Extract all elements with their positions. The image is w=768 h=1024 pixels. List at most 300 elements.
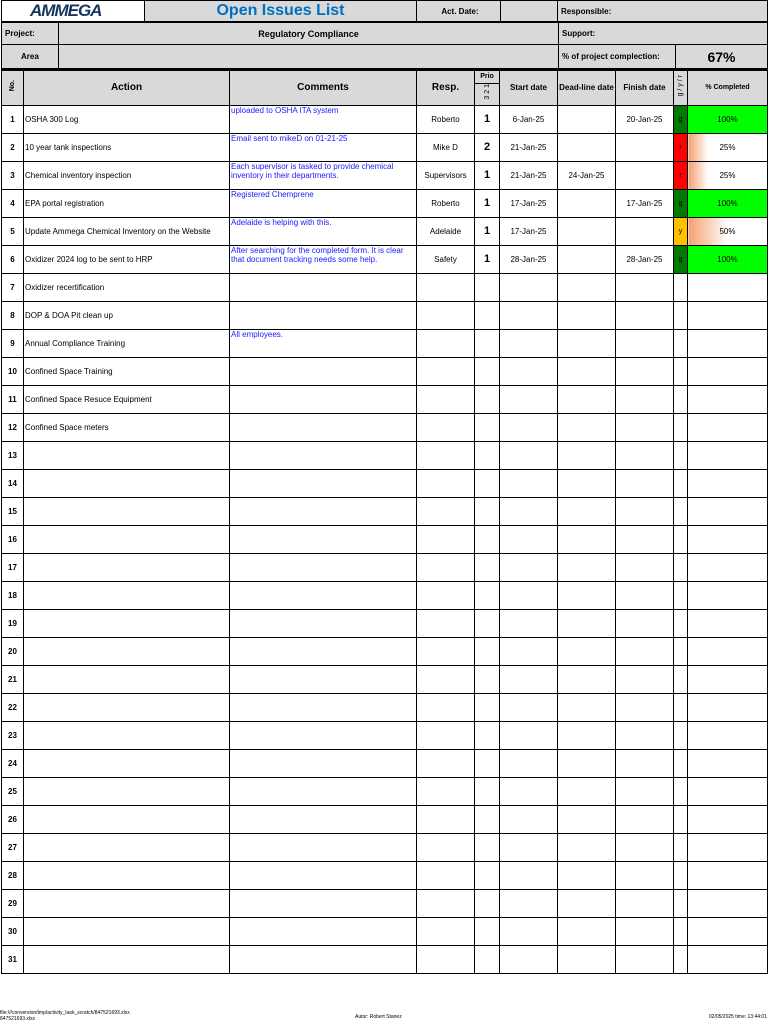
row-finish-date[interactable] [616,525,674,553]
row-action[interactable] [24,609,230,637]
row-prio[interactable] [475,441,500,469]
row-start-date[interactable] [500,329,558,357]
row-completed[interactable] [688,413,768,441]
row-completed[interactable] [688,273,768,301]
row-status[interactable] [674,665,688,693]
row-action[interactable] [24,665,230,693]
row-start-date[interactable]: 17-Jan-25 [500,217,558,245]
row-resp[interactable] [417,945,475,973]
row-action[interactable]: Oxidizer recertification [24,273,230,301]
row-resp[interactable]: Roberto [417,105,475,133]
row-resp[interactable] [417,609,475,637]
row-finish-date[interactable] [616,385,674,413]
row-number[interactable]: 31 [2,945,24,973]
issue-row[interactable] [2,469,768,497]
row-prio[interactable] [475,777,500,805]
row-deadline-date[interactable] [558,917,616,945]
row-number[interactable]: 29 [2,889,24,917]
row-finish-date[interactable] [616,749,674,777]
row-finish-date[interactable] [616,301,674,329]
row-deadline-date[interactable] [558,581,616,609]
row-completed[interactable]: 100% [688,189,768,217]
row-prio[interactable] [475,693,500,721]
issue-row[interactable] [2,917,768,945]
row-prio[interactable] [475,833,500,861]
row-status[interactable] [674,721,688,749]
row-action[interactable]: Oxidizer 2024 log to be sent to HRP [24,245,230,273]
row-resp[interactable]: Supervisors [417,161,475,189]
row-number[interactable]: 24 [2,749,24,777]
row-resp[interactable] [417,693,475,721]
row-comment[interactable] [230,301,417,329]
row-start-date[interactable] [500,805,558,833]
row-comment[interactable]: All employees. [230,329,417,357]
row-status[interactable] [674,385,688,413]
row-number[interactable]: 3 [2,161,24,189]
row-start-date[interactable] [500,581,558,609]
row-comment[interactable] [230,693,417,721]
row-status[interactable]: y [674,217,688,245]
row-finish-date[interactable]: 20-Jan-25 [616,105,674,133]
row-deadline-date[interactable] [558,945,616,973]
row-prio[interactable]: 1 [475,189,500,217]
row-finish-date[interactable] [616,161,674,189]
area-field[interactable] [59,45,559,69]
row-number[interactable]: 6 [2,245,24,273]
row-resp[interactable] [417,329,475,357]
issue-row[interactable] [2,441,768,469]
row-prio[interactable]: 2 [475,133,500,161]
row-comment[interactable] [230,525,417,553]
row-number[interactable]: 28 [2,861,24,889]
row-prio[interactable]: 1 [475,245,500,273]
row-number[interactable]: 18 [2,581,24,609]
row-status[interactable] [674,469,688,497]
row-start-date[interactable] [500,273,558,301]
row-number[interactable]: 1 [2,105,24,133]
row-comment[interactable] [230,441,417,469]
row-comment[interactable] [230,917,417,945]
row-completed[interactable] [688,637,768,665]
row-status[interactable] [674,833,688,861]
row-completed[interactable] [688,833,768,861]
row-completed[interactable] [688,469,768,497]
row-prio[interactable] [475,581,500,609]
row-start-date[interactable] [500,609,558,637]
row-start-date[interactable] [500,833,558,861]
row-finish-date[interactable] [616,637,674,665]
row-status[interactable] [674,917,688,945]
row-status[interactable] [674,945,688,973]
row-comment[interactable] [230,889,417,917]
row-action[interactable]: Annual Compliance Training [24,329,230,357]
row-prio[interactable] [475,749,500,777]
row-start-date[interactable] [500,693,558,721]
row-status[interactable] [674,329,688,357]
row-status[interactable] [674,581,688,609]
row-start-date[interactable]: 21-Jan-25 [500,133,558,161]
issue-row[interactable] [2,861,768,889]
row-start-date[interactable] [500,385,558,413]
row-prio[interactable] [475,945,500,973]
issue-row[interactable] [2,889,768,917]
row-completed[interactable]: 25% [688,133,768,161]
row-resp[interactable] [417,553,475,581]
row-number[interactable]: 23 [2,721,24,749]
issue-row[interactable] [2,133,768,161]
row-finish-date[interactable]: 28-Jan-25 [616,245,674,273]
row-action[interactable] [24,581,230,609]
row-finish-date[interactable] [616,413,674,441]
row-finish-date[interactable] [616,357,674,385]
row-resp[interactable] [417,889,475,917]
row-action[interactable] [24,553,230,581]
row-deadline-date[interactable] [558,497,616,525]
row-deadline-date[interactable] [558,245,616,273]
row-deadline-date[interactable] [558,273,616,301]
row-finish-date[interactable] [616,469,674,497]
row-action[interactable] [24,917,230,945]
row-prio[interactable] [475,273,500,301]
row-finish-date[interactable] [616,217,674,245]
row-start-date[interactable]: 28-Jan-25 [500,245,558,273]
row-finish-date[interactable] [616,945,674,973]
row-deadline-date[interactable] [558,329,616,357]
row-number[interactable]: 7 [2,273,24,301]
issue-row[interactable] [2,805,768,833]
row-comment[interactable] [230,413,417,441]
row-start-date[interactable] [500,441,558,469]
row-resp[interactable]: Adelaide [417,217,475,245]
row-status[interactable]: r [674,161,688,189]
row-completed[interactable] [688,749,768,777]
row-finish-date[interactable] [616,721,674,749]
row-action[interactable] [24,497,230,525]
row-resp[interactable] [417,581,475,609]
row-resp[interactable] [417,777,475,805]
row-start-date[interactable] [500,469,558,497]
row-status[interactable] [674,301,688,329]
row-deadline-date[interactable]: 24-Jan-25 [558,161,616,189]
issue-row[interactable] [2,497,768,525]
row-resp[interactable] [417,385,475,413]
row-prio[interactable] [475,721,500,749]
row-prio[interactable]: 1 [475,161,500,189]
row-resp[interactable] [417,833,475,861]
row-deadline-date[interactable] [558,665,616,693]
issue-row[interactable] [2,833,768,861]
row-number[interactable]: 20 [2,637,24,665]
row-status[interactable] [674,553,688,581]
row-finish-date[interactable] [616,553,674,581]
row-number[interactable]: 11 [2,385,24,413]
row-number[interactable]: 8 [2,301,24,329]
row-resp[interactable] [417,413,475,441]
row-deadline-date[interactable] [558,833,616,861]
row-completed[interactable] [688,609,768,637]
row-number[interactable]: 21 [2,665,24,693]
row-action[interactable]: Confined Space Resuce Equipment [24,385,230,413]
row-start-date[interactable] [500,553,558,581]
row-action[interactable] [24,945,230,973]
row-completed[interactable] [688,441,768,469]
row-deadline-date[interactable] [558,189,616,217]
row-number[interactable]: 12 [2,413,24,441]
row-resp[interactable] [417,469,475,497]
row-finish-date[interactable] [616,581,674,609]
row-finish-date[interactable] [616,497,674,525]
row-resp[interactable] [417,525,475,553]
row-completed[interactable] [688,721,768,749]
row-completed[interactable] [688,665,768,693]
row-prio[interactable]: 1 [475,217,500,245]
row-deadline-date[interactable] [558,749,616,777]
row-number[interactable]: 27 [2,833,24,861]
row-status[interactable] [674,889,688,917]
row-start-date[interactable] [500,721,558,749]
row-deadline-date[interactable] [558,693,616,721]
row-finish-date[interactable] [616,665,674,693]
row-completed[interactable] [688,525,768,553]
row-prio[interactable] [475,469,500,497]
row-comment[interactable]: Registered Chemprene [230,189,417,217]
row-number[interactable]: 10 [2,357,24,385]
row-action[interactable]: Update Ammega Chemical Inventory on the Website [24,217,230,245]
row-prio[interactable] [475,497,500,525]
row-start-date[interactable] [500,497,558,525]
row-action[interactable] [24,861,230,889]
row-status[interactable]: g [674,105,688,133]
row-comment[interactable] [230,469,417,497]
row-action[interactable] [24,805,230,833]
row-resp[interactable] [417,497,475,525]
row-finish-date[interactable] [616,889,674,917]
row-number[interactable]: 25 [2,777,24,805]
row-start-date[interactable] [500,637,558,665]
row-comment[interactable] [230,721,417,749]
issue-row[interactable] [2,721,768,749]
row-status[interactable] [674,777,688,805]
row-resp[interactable] [417,749,475,777]
row-comment[interactable]: After searching for the completed form. It is clear that document tracking needs some help. [230,245,417,273]
row-completed[interactable] [688,357,768,385]
row-comment[interactable] [230,833,417,861]
row-number[interactable]: 30 [2,917,24,945]
act-date-field[interactable] [501,1,558,22]
issue-row[interactable] [2,413,768,441]
row-completed[interactable] [688,805,768,833]
row-resp[interactable]: Mike D [417,133,475,161]
row-resp[interactable] [417,721,475,749]
row-deadline-date[interactable] [558,721,616,749]
row-completed[interactable] [688,581,768,609]
row-deadline-date[interactable] [558,861,616,889]
row-resp[interactable] [417,301,475,329]
row-comment[interactable]: Each supervisor is tasked to provide chemical inventory in their departments. [230,161,417,189]
row-prio[interactable] [475,637,500,665]
issue-row[interactable] [2,637,768,665]
row-finish-date[interactable] [616,609,674,637]
row-number[interactable]: 14 [2,469,24,497]
row-comment[interactable] [230,777,417,805]
row-start-date[interactable]: 17-Jan-25 [500,189,558,217]
row-comment[interactable] [230,749,417,777]
row-completed[interactable] [688,301,768,329]
row-start-date[interactable] [500,357,558,385]
row-status[interactable] [674,749,688,777]
row-completed[interactable] [688,553,768,581]
row-prio[interactable] [475,805,500,833]
row-status[interactable] [674,861,688,889]
row-comment[interactable] [230,273,417,301]
row-comment[interactable] [230,357,417,385]
row-number[interactable]: 17 [2,553,24,581]
row-start-date[interactable] [500,889,558,917]
row-deadline-date[interactable] [558,637,616,665]
row-resp[interactable]: Safety [417,245,475,273]
issue-row[interactable] [2,161,768,189]
row-start-date[interactable] [500,777,558,805]
row-action[interactable]: Chemical inventory inspection [24,161,230,189]
issue-row[interactable] [2,525,768,553]
row-action[interactable] [24,749,230,777]
row-number[interactable]: 5 [2,217,24,245]
row-finish-date[interactable]: 17-Jan-25 [616,189,674,217]
issue-row[interactable] [2,273,768,301]
row-status[interactable] [674,609,688,637]
row-status[interactable] [674,525,688,553]
row-prio[interactable] [475,329,500,357]
row-comment[interactable]: uploaded to OSHA ITA system [230,105,417,133]
row-deadline-date[interactable] [558,217,616,245]
row-finish-date[interactable] [616,273,674,301]
row-status[interactable] [674,805,688,833]
row-resp[interactable] [417,273,475,301]
issue-row[interactable] [2,945,768,973]
row-resp[interactable] [417,917,475,945]
row-action[interactable] [24,889,230,917]
row-completed[interactable] [688,861,768,889]
row-comment[interactable] [230,553,417,581]
issue-row[interactable] [2,105,768,133]
row-status[interactable] [674,413,688,441]
row-prio[interactable]: 1 [475,105,500,133]
row-start-date[interactable] [500,525,558,553]
issue-row[interactable] [2,357,768,385]
row-completed[interactable] [688,329,768,357]
row-finish-date[interactable] [616,861,674,889]
row-resp[interactable] [417,637,475,665]
row-deadline-date[interactable] [558,133,616,161]
row-action[interactable] [24,525,230,553]
row-action[interactable]: DOP & DOA Pit clean up [24,301,230,329]
row-prio[interactable] [475,609,500,637]
row-deadline-date[interactable] [558,105,616,133]
row-status[interactable]: g [674,189,688,217]
row-finish-date[interactable] [616,917,674,945]
row-comment[interactable]: Adelaide is helping with this. [230,217,417,245]
row-action[interactable]: Confined Space Training [24,357,230,385]
row-resp[interactable] [417,861,475,889]
issue-row[interactable] [2,749,768,777]
issue-row[interactable] [2,301,768,329]
row-prio[interactable] [475,357,500,385]
row-number[interactable]: 15 [2,497,24,525]
row-completed[interactable] [688,917,768,945]
row-comment[interactable] [230,665,417,693]
issue-row[interactable] [2,189,768,217]
row-deadline-date[interactable] [558,553,616,581]
row-number[interactable]: 16 [2,525,24,553]
row-action[interactable]: EPA portal registration [24,189,230,217]
row-action[interactable]: 10 year tank inspections [24,133,230,161]
row-action[interactable] [24,469,230,497]
row-completed[interactable] [688,945,768,973]
row-status[interactable]: r [674,133,688,161]
row-resp[interactable] [417,357,475,385]
row-comment[interactable] [230,805,417,833]
row-completed[interactable] [688,497,768,525]
row-start-date[interactable] [500,861,558,889]
row-deadline-date[interactable] [558,805,616,833]
row-resp[interactable] [417,665,475,693]
row-action[interactable]: OSHA 300 Log [24,105,230,133]
row-completed[interactable] [688,693,768,721]
row-start-date[interactable] [500,665,558,693]
row-comment[interactable]: Email sent to mikeD on 01-21-25 [230,133,417,161]
row-prio[interactable] [475,413,500,441]
row-status[interactable] [674,497,688,525]
row-status[interactable] [674,693,688,721]
row-deadline-date[interactable] [558,357,616,385]
row-action[interactable] [24,833,230,861]
issue-row[interactable] [2,609,768,637]
issue-row[interactable] [2,581,768,609]
row-status[interactable]: g [674,245,688,273]
row-completed[interactable]: 25% [688,161,768,189]
row-number[interactable]: 13 [2,441,24,469]
row-finish-date[interactable] [616,833,674,861]
row-number[interactable]: 2 [2,133,24,161]
row-deadline-date[interactable] [558,525,616,553]
row-completed[interactable] [688,889,768,917]
row-prio[interactable] [475,525,500,553]
issue-row[interactable] [2,777,768,805]
row-completed[interactable] [688,777,768,805]
row-finish-date[interactable] [616,805,674,833]
row-completed[interactable]: 100% [688,105,768,133]
row-start-date[interactable] [500,301,558,329]
row-number[interactable]: 19 [2,609,24,637]
row-prio[interactable] [475,553,500,581]
row-resp[interactable] [417,441,475,469]
row-start-date[interactable] [500,917,558,945]
row-comment[interactable] [230,637,417,665]
issue-row[interactable] [2,385,768,413]
row-prio[interactable] [475,861,500,889]
row-deadline-date[interactable] [558,469,616,497]
row-action[interactable] [24,637,230,665]
row-number[interactable]: 22 [2,693,24,721]
row-start-date[interactable]: 21-Jan-25 [500,161,558,189]
row-status[interactable] [674,441,688,469]
row-comment[interactable] [230,581,417,609]
row-finish-date[interactable] [616,133,674,161]
row-comment[interactable] [230,945,417,973]
issue-row[interactable] [2,553,768,581]
row-deadline-date[interactable] [558,441,616,469]
row-comment[interactable] [230,385,417,413]
